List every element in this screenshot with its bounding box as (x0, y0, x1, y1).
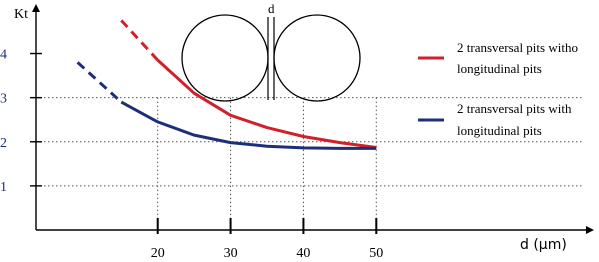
x-tick-label-40: 40 (296, 246, 311, 261)
inset-right-circle (274, 15, 360, 101)
x-axis-label: d (μm) (520, 237, 567, 253)
legend-entry-1-line-2: longitudinal pits (457, 61, 542, 76)
series-2-dashed-line (78, 62, 122, 102)
series-1-dashed-line (121, 20, 157, 60)
legend (418, 40, 578, 138)
gridlines (36, 98, 582, 230)
y-tick-labels (0, 48, 7, 195)
y-tick-label-4: 4 (0, 47, 7, 63)
legend-entry-2-line-2: longitudinal pits (457, 123, 542, 138)
x-tick-labels (151, 246, 384, 261)
inset-diagram (182, 1, 360, 101)
legend-entry-2-line-1: 2 transversal pits with (457, 101, 572, 116)
y-tick-label-3: 3 (0, 91, 7, 107)
x-tick-label-50: 50 (369, 246, 384, 261)
y-axis-label: Kt (14, 7, 28, 22)
inset-gap-label: d (268, 1, 275, 16)
y-tick-label-2: 2 (0, 135, 7, 151)
inset-left-circle (182, 15, 268, 101)
y-tick-label-1: 1 (0, 179, 7, 195)
x-tick-label-20: 20 (150, 246, 165, 261)
legend-entry-1-line-1: 2 transversal pits witho (457, 40, 578, 55)
x-tick-label-30: 30 (223, 246, 238, 261)
series-layer (78, 20, 377, 148)
